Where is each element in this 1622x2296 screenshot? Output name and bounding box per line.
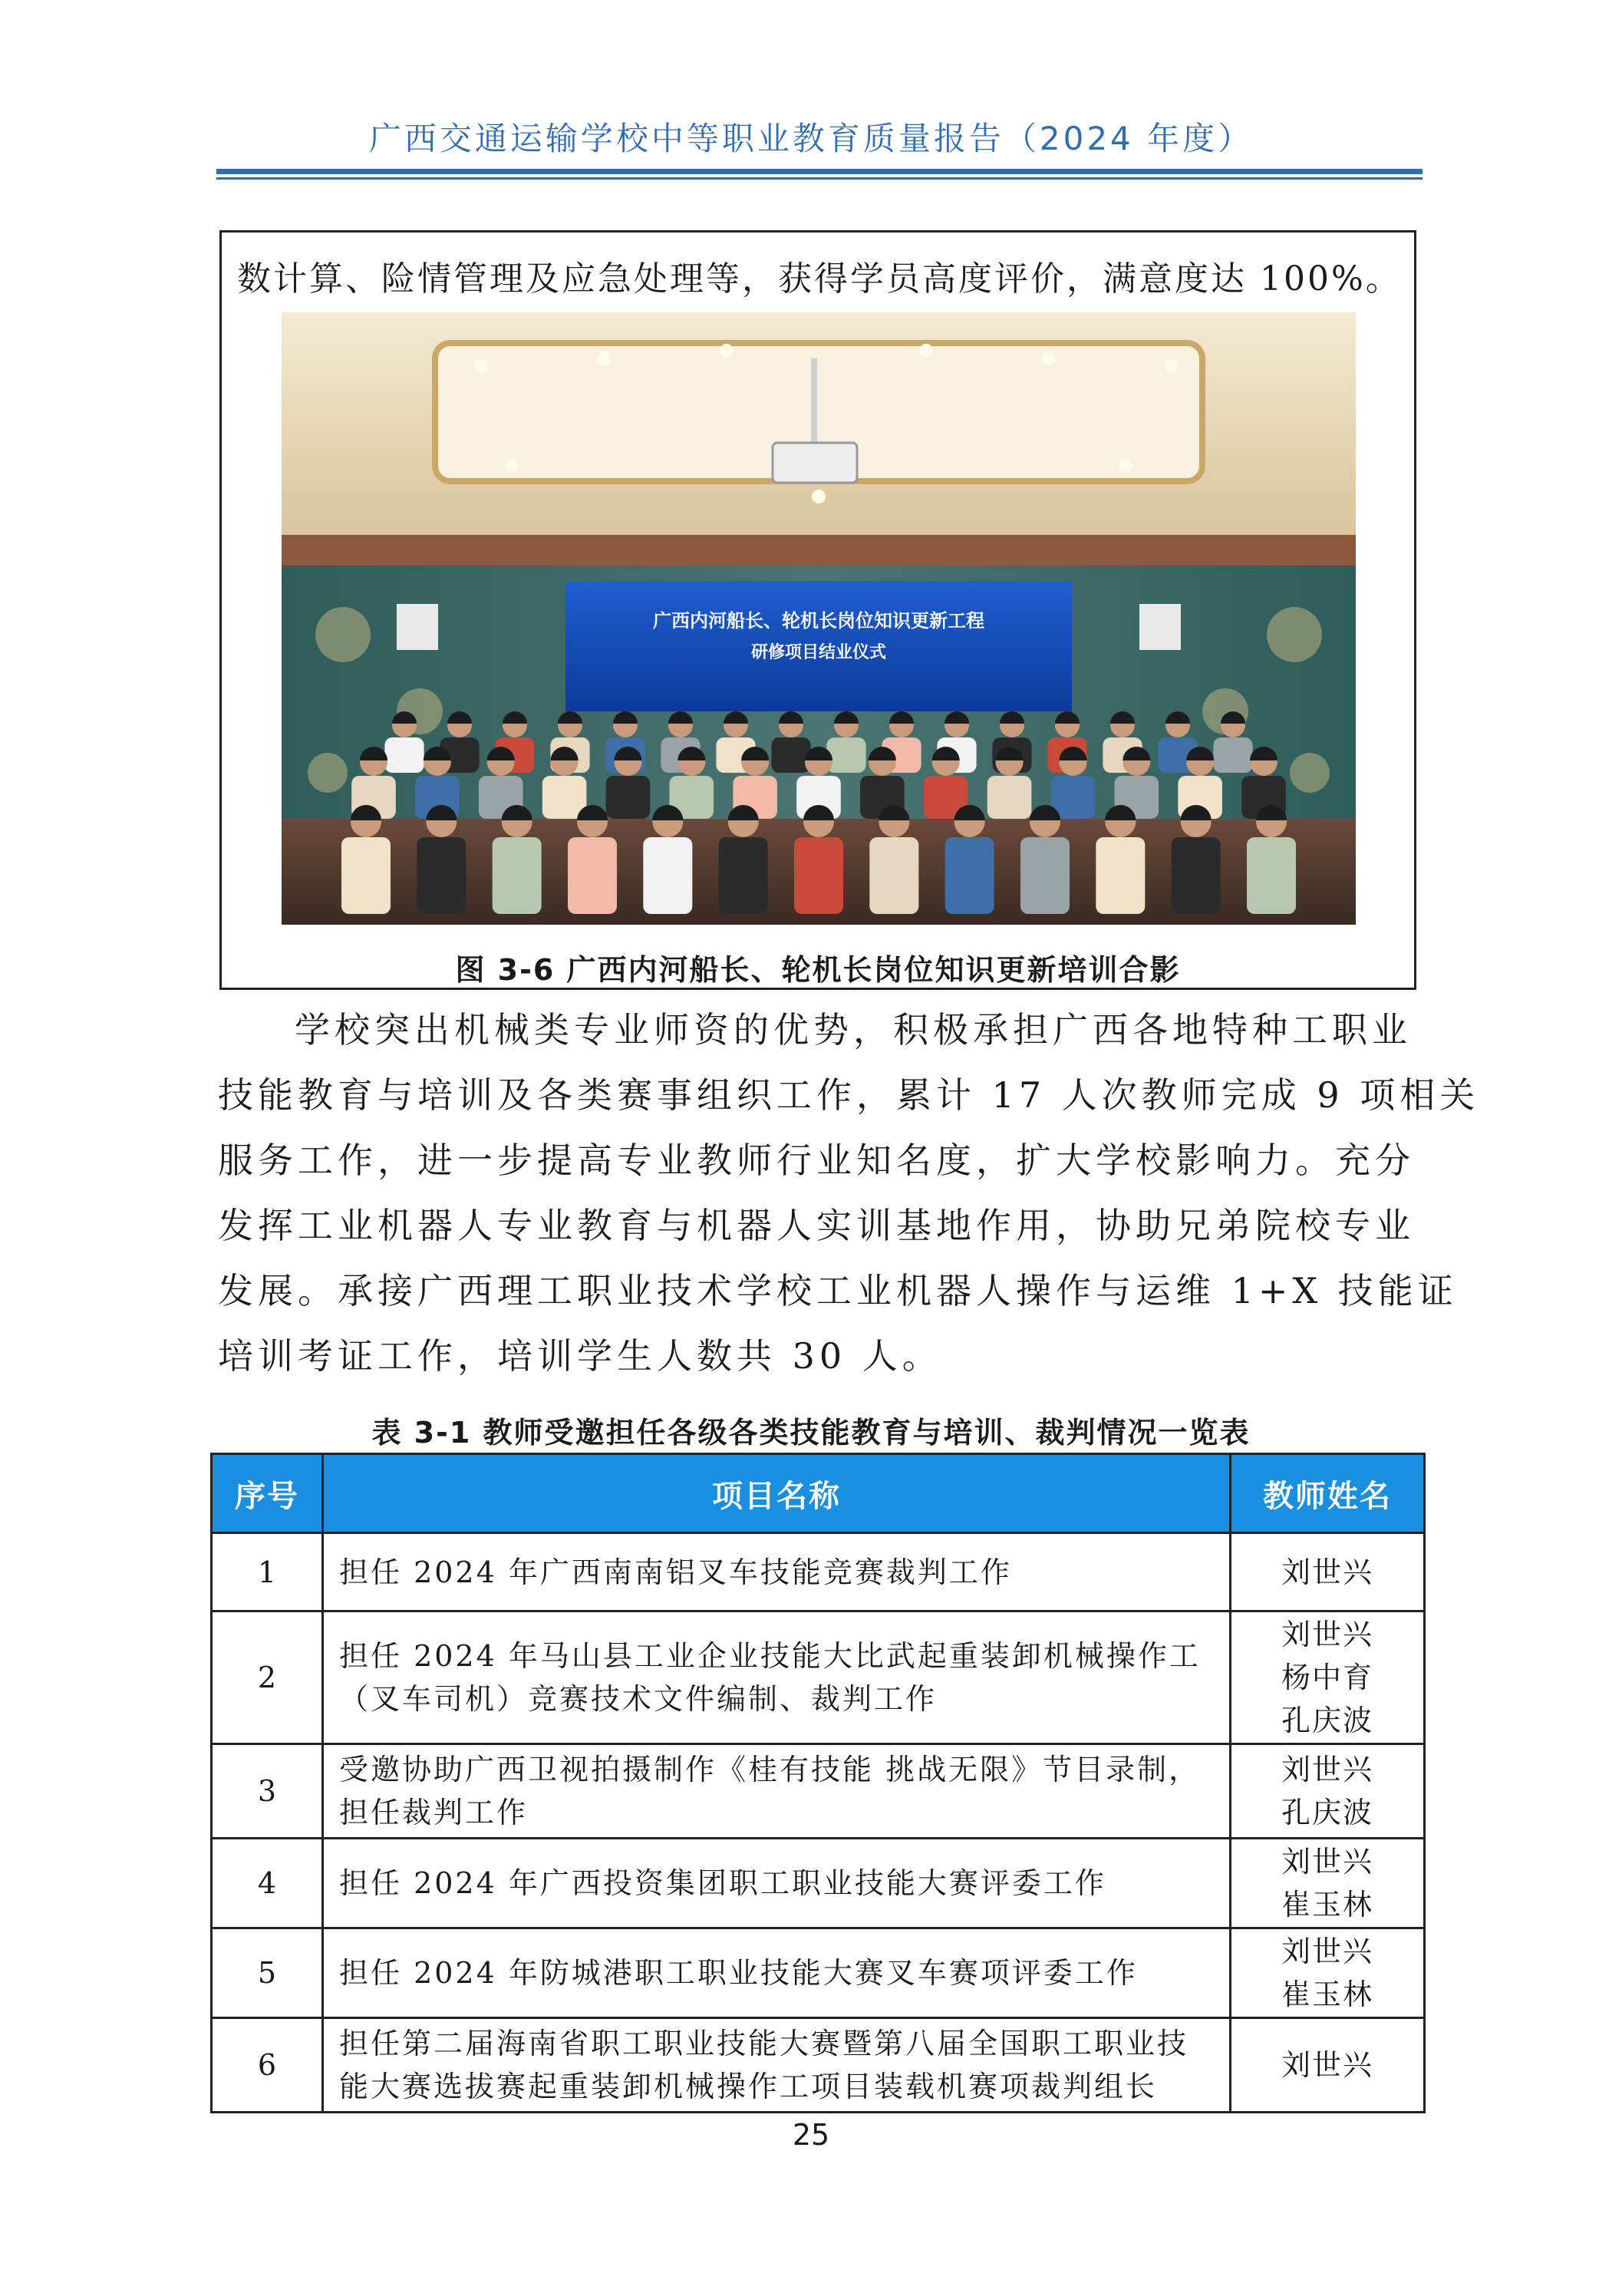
table-title: 表 3-1 教师受邀担任各级各类技能教育与培训、裁判情况一览表 (371, 1416, 1251, 1450)
table-row (212, 1611, 1425, 1744)
person-silhouette (384, 737, 424, 773)
teacher-name: 刘世兴 (1281, 1618, 1373, 1651)
paragraph-line: 发展。承接广西理工职业技术学校工业机器人操作与运维 1+X 技能证 (218, 1270, 1458, 1311)
person-silhouette (1213, 737, 1252, 773)
teacher-name: 刘世兴 (1281, 2048, 1373, 2082)
figure-frame (219, 230, 1416, 990)
person-silhouette (945, 837, 994, 914)
person-silhouette (794, 837, 843, 914)
project-name (323, 1744, 1231, 1839)
person-silhouette (568, 837, 617, 914)
row-number: 6 (212, 2018, 323, 2113)
teacher-name: 崔玉林 (1281, 1888, 1373, 1922)
banner-line-2: 研修项目结业仪式 (750, 643, 887, 662)
teacher-names (1231, 2018, 1425, 2113)
project-name-line: 担任 2024 年广西南南铝叉车技能竞赛裁判工作 (339, 1555, 1012, 1589)
person-silhouette (826, 737, 865, 773)
paragraph-line: 服务工作，进一步提高专业教师行业知名度，扩大学校影响力。充分 (218, 1140, 1415, 1181)
person-silhouette (341, 837, 391, 914)
person-silhouette (1172, 837, 1221, 914)
page-header-title: 广西交通运输学校中等职业教育质量报告（2024 年度） (368, 120, 1254, 157)
project-name (323, 1611, 1231, 1744)
project-name-line: （叉车司机）竞赛技术文件编制、裁判工作 (339, 1682, 938, 1716)
person-silhouette (1096, 837, 1145, 914)
table-row (212, 1839, 1425, 1928)
paragraph-line: 培训考证工作，培训学生人数共 30 人。 (218, 1335, 942, 1377)
teacher-names (1231, 1744, 1425, 1839)
figure-caption: 图 3-6 广西内河船长、轮机长岗位知识更新培训合影 (455, 953, 1181, 987)
project-name-line: 担任第二届海南省职工职业技能大赛暨第八届全国职工职业技 (339, 2027, 1189, 2060)
project-name-line: 担任 2024 年马山县工业企业技能大比武起重装卸机械操作工 (339, 1639, 1201, 1673)
project-name-line: 担任 2024 年广西投资集团职工职业技能大赛评委工作 (339, 1866, 1106, 1900)
person-silhouette (771, 737, 810, 773)
project-name (323, 1533, 1231, 1611)
paragraph-line: 学校突出机械类专业师资的优势，积极承担广西各地特种工职业 (295, 1009, 1412, 1051)
table-row (212, 2018, 1425, 2113)
teacher-names (1231, 1928, 1425, 2018)
col-header-project: 项目名称 (323, 1454, 1231, 1533)
teacher-name: 崔玉林 (1281, 1978, 1373, 2011)
paragraph-line: 技能教育与培训及各类赛事组织工作，累计 17 人次教师完成 9 项相关 (218, 1074, 1480, 1116)
col-header-teacher: 教师姓名 (1231, 1454, 1425, 1533)
person-silhouette (643, 837, 692, 914)
project-name-line: 受邀协助广西卫视拍摄制作《桂有技能 挑战无限》节目录制， (339, 1753, 1201, 1786)
teacher-names (1231, 1611, 1425, 1744)
teacher-names (1231, 1839, 1425, 1928)
table-row (212, 1533, 1425, 1611)
row-number: 2 (212, 1611, 323, 1744)
col-header-number: 序号 (212, 1454, 323, 1533)
paragraph-line: 发挥工业机器人专业教育与机器人实训基地作用，协助兄弟院校专业 (218, 1205, 1415, 1246)
body-paragraph (218, 998, 1480, 1389)
person-silhouette (869, 837, 918, 914)
project-name-line: 担任 2024 年防城港职工职业技能大赛叉车赛项评委工作 (339, 1956, 1138, 1990)
page-number: 25 (792, 2118, 830, 2152)
teacher-name: 刘世兴 (1281, 1753, 1373, 1786)
continued-text: 数计算、险情管理及应急处理等，获得学员高度评价，满意度达 100%。 (237, 259, 1402, 299)
table-row (212, 1744, 1425, 1839)
row-number: 5 (212, 1928, 323, 2018)
person-silhouette (1247, 837, 1296, 914)
project-name (323, 1839, 1231, 1928)
teacher-name: 孔庆波 (1281, 1704, 1373, 1737)
table-header-row (212, 1454, 1425, 1533)
row-number: 4 (212, 1839, 323, 1928)
person-silhouette (606, 776, 651, 819)
project-name-line: 担任裁判工作 (339, 1796, 529, 1829)
row-number: 3 (212, 1744, 323, 1839)
header-rule (216, 169, 1423, 174)
teacher-names (1231, 1533, 1425, 1611)
project-name (323, 2018, 1231, 2113)
teacher-name: 杨中育 (1281, 1661, 1373, 1694)
project-name (323, 1928, 1231, 2018)
person-silhouette (719, 837, 768, 914)
teacher-name: 刘世兴 (1281, 1935, 1373, 1968)
row-number: 1 (212, 1533, 323, 1611)
person-silhouette (1020, 837, 1070, 914)
teacher-name: 刘世兴 (1281, 1845, 1373, 1879)
person-silhouette (417, 837, 466, 914)
teacher-name: 刘世兴 (1281, 1555, 1373, 1589)
teacher-name: 孔庆波 (1281, 1796, 1373, 1829)
table-row (212, 1928, 1425, 2018)
person-silhouette (493, 837, 542, 914)
teacher-duty-table (210, 1453, 1426, 2113)
group-photo (282, 312, 1356, 925)
person-silhouette (987, 776, 1032, 819)
banner-line-1: 广西内河船长、轮机长岗位知识更新工程 (653, 610, 984, 632)
header-rule-thin (216, 177, 1423, 180)
project-name-line: 能大赛选拔赛起重装卸机械操作工项目装载机赛项裁判组长 (339, 2070, 1158, 2103)
